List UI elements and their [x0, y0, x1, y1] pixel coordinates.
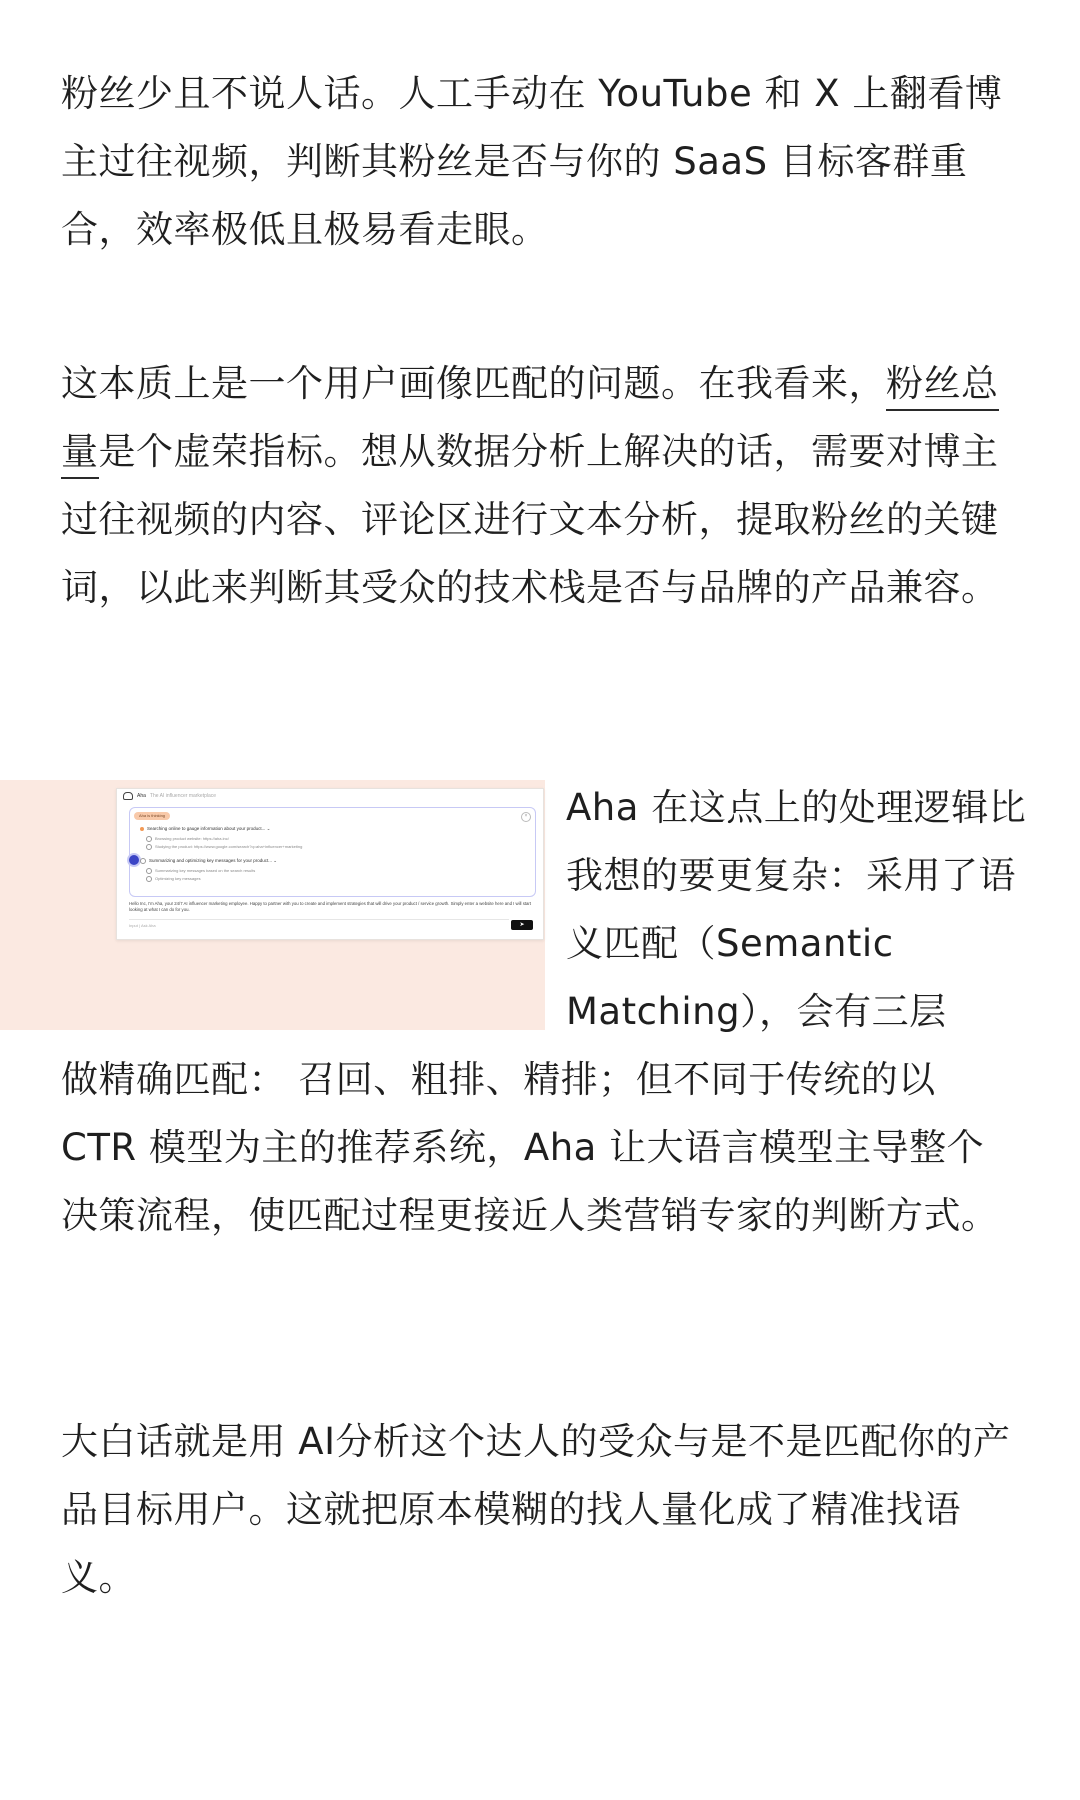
progress-indicator-icon	[127, 853, 141, 867]
paragraph-3-side-text: Aha 在这点上的处理逻辑比我想的要更复杂：采用了语义匹配（Semantic Matching），会有三层	[566, 786, 1027, 1033]
status-ring-icon	[146, 836, 152, 842]
status-ring-icon	[146, 876, 152, 882]
paragraph-2	[61, 350, 1021, 622]
status-ring-icon	[146, 844, 152, 850]
aha-logo-icon	[123, 792, 133, 800]
paragraph-3-continued: 做精确匹配： 召回、粗排、精排；但不同于传统的以 CTR 模型为主的推荐系统，Aha 让大语言模型主导整个决策流程，使匹配过程更接近人类营销专家的判断方式。	[61, 1058, 999, 1237]
close-icon[interactable]: ×	[521, 812, 531, 822]
paragraph-4: 大白话就是用 AI分析这个达人的受众与是不是匹配你的产品目标用户。这就把原本模糊的找人量化成了精准找语义。	[61, 1420, 1011, 1599]
status-ring-icon	[146, 868, 152, 874]
embedded-step-2	[140, 858, 277, 864]
embedded-step-1-sub-1	[146, 836, 229, 842]
embedded-app-name: Aha	[137, 793, 146, 799]
paragraph-2-underlined-phrase: 粉丝总量	[61, 362, 999, 479]
embedded-step-2-sub-1	[146, 868, 255, 874]
embedded-header	[117, 789, 543, 803]
embedded-thinking-pill: Aha is thinking	[134, 812, 170, 820]
paragraph-2-text-before: 这本质上是一个用户画像匹配的问题。在我看来，	[61, 362, 886, 405]
embedded-step-2-sub-2	[146, 876, 201, 882]
embedded-chat-input[interactable]: Input | Ask Aha	[129, 919, 509, 932]
embedded-step-1-sub-1-label: Browsing product website: https://aha.inc/	[155, 836, 229, 842]
embedded-step-2-label: Summarizing and optimizing key messages for your product... ⌄	[149, 858, 278, 864]
paragraph-2-text-after: 是个虚荣指标。想从数据分析上解决的话，需要对博主过往视频的内容、评论区进行文本分析，提取粉丝的关键词，以此来判断其受众的技术栈是否与品牌的产品兼容。	[61, 430, 999, 609]
embedded-step-1	[140, 826, 270, 832]
status-dot-icon	[140, 827, 144, 831]
paragraph-1: 粉丝少且不说人话。人工手动在 YouTube 和 X 上翻看博主过往视频，判断其粉丝是否与你的 SaaS 目标客群重合，效率极低且极易看走眼。	[61, 72, 1003, 251]
embedded-app-screenshot	[116, 788, 544, 940]
embedded-step-2-sub-2-label: Optimizing key messages	[155, 876, 201, 882]
embedded-welcome-message: Hello Inc, I'm Aha, your 24/7 AI influencer marketing employee. Happy to partner with you to create and implement strategies that will drive your product / service growth. Simply enter a website here and I will start looking at what I can do for you.	[129, 901, 532, 912]
send-icon[interactable]: ➤	[511, 920, 533, 930]
embedded-thinking-panel	[129, 807, 536, 897]
embedded-step-1-label: Searching online to gauge information about your product... ⌄	[147, 826, 271, 831]
embedded-step-1-sub-2-label: Studying the product: https://www.google.com/search?q=aha+influencer+marketing	[155, 844, 303, 850]
embedded-step-1-sub-2	[146, 844, 302, 850]
embedded-app-subtitle: The AI influencer marketplace	[149, 793, 217, 799]
status-ring-icon	[140, 858, 146, 864]
embedded-step-2-sub-1-label: Summarizing key messages based on the search results	[155, 868, 256, 874]
